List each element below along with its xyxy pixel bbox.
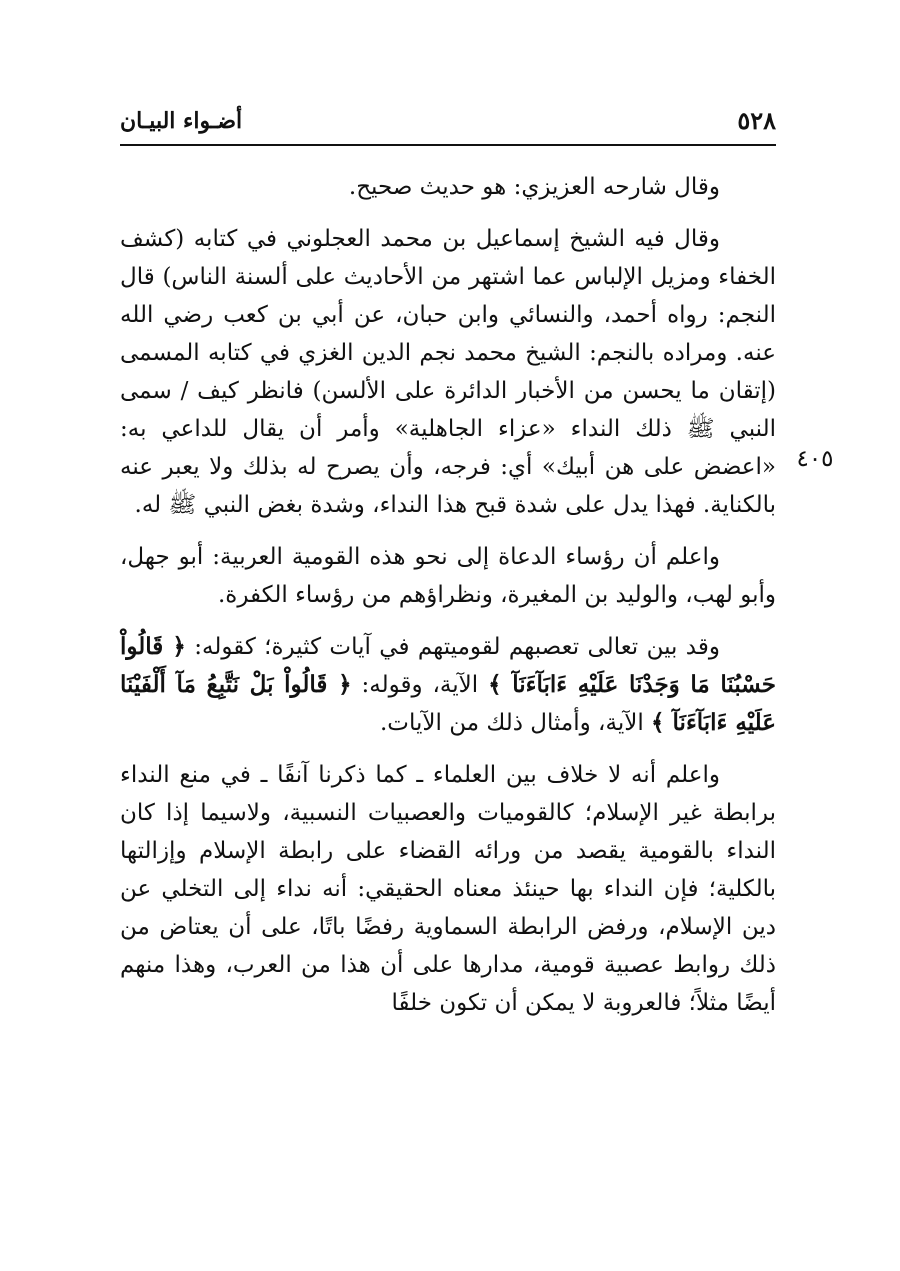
paragraph-2-text: وقال فيه الشيخ إسماعيل بن محمد العجلوني في كتابه (كشف الخفاء ومزيل الإلباس عما اشتهر من الأحاديث على ألسنة الناس) قال النجم: رواه أحمد، والنسائي وابن حبان، عن أبي بن كعب رضي الله عنه. ومراده بالنجم: الشيخ محمد نجم الدين الغزي في كتابه المسمى (إتقان ما يحسن من الأخبار الدائرة على الألسن) فانظر كيف / سمى النبي ﷺ ذلك النداء «عزاء الجاهلية» وأمر أن يقال للداعي به: «اعضض على هن أبيك» أي: فرجه، وأن يصرح له بذلك ولا يعبر عنه بالكناية. فهذا يدل على شدة قبح هذا النداء، وشدة بغض النبي ﷺ له. xyxy=(120,226,776,518)
page-number: ٥٢٨ xyxy=(737,106,776,135)
book-title: أضـواء البيـان xyxy=(120,108,243,134)
paragraph-5 xyxy=(120,756,776,1022)
page-header xyxy=(120,100,776,146)
quran-verse-1: ﴿ قَالُواْ حَسْبُنَا مَا وَجَدْنَا عَلَيْهِ ءَابَآءَنَآ ﴾ xyxy=(120,633,777,698)
paragraph-4-text-after: الآية، وأمثال ذلك من الآيات. xyxy=(380,710,644,736)
page-body xyxy=(120,168,776,1036)
paragraph-4-text-middle: الآية، وقوله: xyxy=(361,672,479,698)
paragraph-3-text: واعلم أن رؤساء الدعاة إلى نحو هذه القومية العربية: أبو جهل، وأبو لهب، والوليد بن المغيرة، ونظراؤهم من رؤساء الكفرة. xyxy=(120,544,776,608)
paragraph-2 xyxy=(120,220,776,524)
paragraph-1 xyxy=(120,168,776,206)
quran-verse-2: ﴿ قَالُواْ بَلْ نَتَّبِعُ مَآ أَلْفَيْنَا عَلَيْهِ ءَابَآءَنَآ ﴾ xyxy=(120,671,776,736)
margin-reference-number: ٤٠٥ xyxy=(796,446,834,472)
paragraph-4 xyxy=(120,628,776,742)
paragraph-3 xyxy=(120,538,776,614)
paragraph-4-text-before: وقد بين تعالى تعصبهم لقوميتهم في آيات كثيرة؛ كقوله: xyxy=(194,634,720,660)
paragraph-1-text: وقال شارحه العزيزي: هو حديث صحيح. xyxy=(348,174,720,200)
paragraph-5-text: واعلم أنه لا خلاف بين العلماء ـ كما ذكرنا آنفًا ـ في منع النداء برابطة غير الإسلام؛ كالقوميات والعصبيات النسبية، ولاسيما إذا كان النداء بالقومية يقصد من ورائه القضاء على رابطة الإسلام وإزالتها بالكلية؛ فإن النداء بها حينئذ معناه الحقيقي: أنه نداء إلى التخلي عن دين الإسلام، ورفض الرابطة السماوية رفضًا باتًا، على أن يعتاض من ذلك روابط عصبية قومية، مدارها على أن هذا من العرب، وهذا منهم أيضًا مثلاً؛ فالعروبة لا يمكن أن تكون خلفًا xyxy=(120,762,776,1016)
